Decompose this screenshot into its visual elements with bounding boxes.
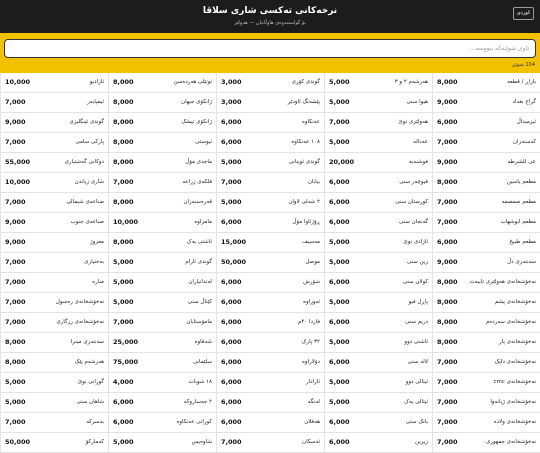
place-name: مناره bbox=[92, 279, 104, 285]
place-name: هیوا سنی bbox=[406, 99, 428, 105]
place-name: باتک سنی bbox=[405, 419, 428, 425]
place-name: قەرەسنەزان bbox=[183, 199, 212, 205]
price-cell[interactable] bbox=[0, 273, 108, 293]
price-column bbox=[108, 73, 216, 446]
place-name: لەندانیاران bbox=[188, 279, 212, 285]
fare-price: 6,000 bbox=[113, 398, 134, 406]
price-column bbox=[324, 73, 432, 446]
price-cell[interactable] bbox=[108, 313, 216, 333]
fare-price: 6,000 bbox=[437, 118, 458, 126]
price-cell[interactable] bbox=[432, 73, 540, 93]
place-name: مامزاوه bbox=[194, 219, 212, 225]
price-cell[interactable] bbox=[216, 353, 324, 373]
place-name: کەستەزان bbox=[512, 139, 536, 145]
price-cell[interactable] bbox=[216, 213, 324, 233]
place-name: عەنکاوە bbox=[301, 119, 320, 125]
price-cell[interactable] bbox=[108, 113, 216, 133]
place-name: گوندی ئینگلیزی bbox=[69, 119, 104, 125]
price-cell[interactable] bbox=[432, 313, 540, 333]
price-cell[interactable] bbox=[216, 413, 324, 433]
place-name: ئیتالی یەک bbox=[404, 399, 428, 405]
fare-price: 7,000 bbox=[5, 298, 26, 306]
price-grid bbox=[0, 73, 540, 446]
fare-price: 9,000 bbox=[5, 118, 26, 126]
place-name: معروژ bbox=[90, 239, 104, 245]
fare-price: 8,000 bbox=[113, 198, 134, 206]
place-name: هەرشەم پێک bbox=[74, 359, 104, 365]
price-cell[interactable] bbox=[0, 93, 108, 113]
fare-price: 5,000 bbox=[329, 98, 350, 106]
fare-price: 5,000 bbox=[329, 78, 350, 86]
place-name: گوندی کۆری bbox=[291, 79, 320, 85]
place-name: موصل bbox=[305, 259, 320, 265]
price-cell[interactable] bbox=[324, 313, 432, 333]
price-cell[interactable] bbox=[0, 393, 108, 413]
price-cell[interactable] bbox=[324, 393, 432, 413]
place-name: ئیتالی دوو bbox=[405, 379, 428, 385]
fare-price: 8,000 bbox=[5, 338, 26, 346]
price-cell[interactable] bbox=[216, 173, 324, 193]
fare-price: 5,000 bbox=[329, 338, 350, 346]
price-cell[interactable] bbox=[324, 153, 432, 173]
price-cell[interactable] bbox=[324, 133, 432, 153]
place-name: کوراتی عەنکاوە bbox=[176, 419, 212, 425]
price-cell[interactable] bbox=[108, 333, 216, 353]
fare-price: 15,000 bbox=[221, 238, 247, 246]
fare-price: 6,000 bbox=[113, 418, 134, 426]
place-name: نەخۆشخانەی جمهوری bbox=[485, 439, 536, 445]
fare-price: 6,000 bbox=[221, 278, 242, 286]
fare-price: 7,000 bbox=[5, 278, 26, 286]
fare-price: 5,000 bbox=[329, 238, 350, 246]
fare-price: 7,000 bbox=[5, 138, 26, 146]
price-cell[interactable] bbox=[432, 213, 540, 233]
price-cell[interactable] bbox=[432, 253, 540, 273]
price-cell[interactable] bbox=[432, 273, 540, 293]
fare-price: 9,000 bbox=[437, 258, 458, 266]
fare-price: 7,000 bbox=[5, 258, 26, 266]
price-column bbox=[216, 73, 324, 446]
place-name: دۆلاراوه bbox=[302, 359, 320, 365]
place-name: ئاشتی یەک bbox=[186, 239, 212, 245]
fare-price: 8,000 bbox=[113, 158, 134, 166]
place-name: ئازادی نوێ bbox=[403, 239, 428, 245]
fare-price: 7,000 bbox=[437, 198, 458, 206]
price-cell[interactable] bbox=[216, 333, 324, 353]
place-name: بەختیاری bbox=[84, 259, 104, 265]
place-name: نەخۆشخانەی ولادە bbox=[493, 419, 536, 425]
fare-price: 9,000 bbox=[5, 238, 26, 246]
place-name: عی للشرطه bbox=[507, 159, 536, 165]
price-cell[interactable] bbox=[108, 133, 216, 153]
fare-price: 7,000 bbox=[437, 418, 458, 426]
fare-price: 8,000 bbox=[437, 178, 458, 186]
price-cell[interactable] bbox=[0, 413, 108, 433]
price-cell[interactable] bbox=[432, 93, 540, 113]
price-cell[interactable] bbox=[0, 173, 108, 193]
price-cell[interactable] bbox=[0, 253, 108, 273]
fare-price: 5,000 bbox=[329, 398, 350, 406]
fare-price: 5,000 bbox=[5, 378, 26, 386]
place-name: مطعم طبیخ bbox=[509, 239, 536, 245]
price-cell[interactable] bbox=[432, 133, 540, 153]
place-name: هەرشەم ۲ و ۳ bbox=[394, 79, 428, 85]
place-name: ئوتێلی هەردەسن bbox=[173, 79, 212, 85]
place-name: فلکەی زراعه bbox=[182, 179, 212, 185]
fare-price: 8,000 bbox=[113, 238, 134, 246]
price-cell[interactable] bbox=[108, 233, 216, 253]
place-name: پێشەنگ ئاودێر bbox=[287, 99, 320, 105]
place-name: لەنگە bbox=[307, 399, 320, 405]
price-cell[interactable] bbox=[108, 433, 216, 453]
place-name: ئازادیو bbox=[89, 79, 104, 85]
price-cell[interactable] bbox=[432, 173, 540, 193]
price-cell[interactable] bbox=[0, 113, 108, 133]
place-name: نەخۆشخانەی cmc bbox=[493, 379, 536, 385]
place-name: ژانکۆی تیشک bbox=[181, 119, 212, 125]
price-cell[interactable] bbox=[108, 273, 216, 293]
place-name: مطعم صمصمە bbox=[501, 199, 536, 205]
price-cell[interactable] bbox=[216, 293, 324, 313]
fare-price: 7,000 bbox=[437, 438, 458, 446]
place-name: لالە سنی bbox=[407, 359, 428, 365]
place-name: زیرین bbox=[415, 439, 428, 445]
page-subtitle: بۆ گواستنەوەی هاوڵاتیان — هەولێر bbox=[234, 20, 306, 26]
price-cell[interactable] bbox=[0, 73, 108, 93]
fare-price: 8,000 bbox=[437, 298, 458, 306]
fare-price: 7,000 bbox=[113, 178, 134, 186]
price-cell[interactable] bbox=[324, 173, 432, 193]
place-name: هەولێری نوێ bbox=[398, 119, 428, 125]
fare-price: 5,000 bbox=[113, 438, 134, 446]
price-cell[interactable] bbox=[324, 253, 432, 273]
price-cell[interactable] bbox=[108, 93, 216, 113]
price-cell[interactable] bbox=[216, 373, 324, 393]
fare-price: 7,000 bbox=[5, 198, 26, 206]
fare-price: 6,000 bbox=[221, 378, 242, 386]
fare-price: 3,000 bbox=[221, 78, 242, 86]
price-cell[interactable] bbox=[108, 193, 216, 213]
place-name: پارکی سامی bbox=[75, 139, 104, 145]
fare-price: 8,000 bbox=[437, 338, 458, 346]
price-cell[interactable] bbox=[324, 113, 432, 133]
place-name: شەقاوه bbox=[194, 339, 212, 345]
place-name: نەخۆشخانەی رزگاری bbox=[56, 319, 104, 325]
place-name: پاڕل فیو bbox=[408, 299, 428, 305]
fare-price: 6,000 bbox=[221, 398, 242, 406]
fare-price: 8,000 bbox=[437, 278, 458, 286]
price-cell[interactable] bbox=[108, 73, 216, 93]
fare-price: 6,000 bbox=[329, 178, 350, 186]
price-cell[interactable] bbox=[432, 333, 540, 353]
fare-price: 6,000 bbox=[221, 118, 242, 126]
fare-price: 6,000 bbox=[221, 418, 242, 426]
price-cell[interactable] bbox=[216, 433, 324, 453]
fare-price: 50,000 bbox=[5, 438, 31, 446]
fare-price: 7,000 bbox=[5, 318, 26, 326]
place-name: ڕۆژئاوا مۆڵ bbox=[292, 219, 320, 225]
place-name: گراج بغداد bbox=[512, 99, 536, 105]
app-header bbox=[0, 0, 540, 33]
price-cell[interactable] bbox=[216, 193, 324, 213]
place-name: هەفلان bbox=[304, 419, 320, 425]
fare-price: 8,000 bbox=[437, 78, 458, 86]
place-name: دوکانی گەشتیاری bbox=[64, 159, 104, 165]
place-name: نەخۆشخانەی سەردەم bbox=[485, 319, 536, 325]
price-cell[interactable] bbox=[108, 393, 216, 413]
fare-price: 9,000 bbox=[5, 218, 26, 226]
place-name: نەخۆشخانەی داپک bbox=[494, 359, 536, 365]
fare-price: 6,000 bbox=[329, 198, 350, 206]
fare-price: 7,000 bbox=[5, 418, 26, 426]
fare-price: 3,000 bbox=[221, 98, 242, 106]
fare-price: 6,000 bbox=[221, 218, 242, 226]
price-cell[interactable] bbox=[216, 133, 324, 153]
fare-price: 55,000 bbox=[5, 158, 31, 166]
fare-price: 5,000 bbox=[329, 138, 350, 146]
place-name: سەنتەری دڵ bbox=[507, 259, 536, 265]
place-name: شاوەیس bbox=[191, 439, 212, 445]
fare-price: 6,000 bbox=[329, 438, 350, 446]
fare-price: 8,000 bbox=[113, 138, 134, 146]
price-cell[interactable] bbox=[216, 233, 324, 253]
page-title: نرخەکانی تەکسی شاری سلاڤا bbox=[202, 6, 338, 16]
price-cell[interactable] bbox=[0, 333, 108, 353]
price-cell[interactable] bbox=[324, 73, 432, 93]
price-cell[interactable] bbox=[324, 333, 432, 353]
price-cell[interactable] bbox=[0, 233, 108, 253]
place-name: ۱۸ شوبات bbox=[188, 379, 212, 385]
place-name: نەخۆشخانەی هەولێری تایبەت bbox=[469, 279, 536, 285]
place-name: بیابان bbox=[307, 179, 320, 185]
price-cell[interactable] bbox=[324, 353, 432, 373]
fare-price: 10,000 bbox=[113, 218, 139, 226]
price-cell[interactable] bbox=[432, 433, 540, 453]
fare-price: 7,000 bbox=[113, 318, 134, 326]
fare-price: 50,000 bbox=[221, 258, 247, 266]
price-cell[interactable] bbox=[432, 193, 540, 213]
fare-price: 9,000 bbox=[437, 98, 458, 106]
price-cell[interactable] bbox=[432, 373, 540, 393]
price-cell[interactable] bbox=[432, 413, 540, 433]
search-input[interactable] bbox=[4, 39, 536, 58]
place-name: بازاڕ / قطعه bbox=[507, 79, 536, 85]
fare-price: 6,000 bbox=[329, 418, 350, 426]
fare-price: 8,000 bbox=[113, 98, 134, 106]
price-cell[interactable] bbox=[324, 213, 432, 233]
place-name: ماجدی مۆڵ bbox=[185, 159, 212, 165]
price-column bbox=[0, 73, 108, 446]
fare-price: 25,000 bbox=[113, 338, 139, 346]
price-cell[interactable] bbox=[216, 113, 324, 133]
price-cell[interactable] bbox=[324, 193, 432, 213]
fare-price: 5,000 bbox=[221, 158, 242, 166]
place-name: نەخۆشخانەی پار bbox=[499, 339, 536, 345]
place-name: شاری زیاندن bbox=[74, 179, 104, 185]
price-cell[interactable] bbox=[432, 153, 540, 173]
place-name: ۲ جەساروکە bbox=[183, 399, 212, 405]
fare-price: 7,000 bbox=[221, 438, 242, 446]
fare-price: 5,000 bbox=[221, 198, 242, 206]
fare-price: 7,000 bbox=[5, 98, 26, 106]
fare-price: 4,000 bbox=[113, 378, 134, 386]
place-name: ۱۰۸ عەنکاوە bbox=[291, 139, 320, 145]
place-name: صناعەی جنوب bbox=[70, 219, 104, 225]
price-cell[interactable] bbox=[324, 373, 432, 393]
place-name: کێتاڵ سنی bbox=[187, 299, 212, 305]
place-name: کەمارکۆ bbox=[85, 439, 104, 445]
price-cell[interactable] bbox=[216, 313, 324, 333]
price-cell[interactable] bbox=[0, 133, 108, 153]
fare-price: 5,000 bbox=[113, 278, 134, 286]
fare-price: 6,000 bbox=[329, 358, 350, 366]
place-name: فاردا ۴۰م bbox=[297, 319, 320, 325]
fare-price: 6,000 bbox=[221, 358, 242, 366]
price-cell[interactable] bbox=[216, 93, 324, 113]
price-cell[interactable] bbox=[432, 233, 540, 253]
price-cell[interactable] bbox=[108, 153, 216, 173]
price-cell[interactable] bbox=[324, 93, 432, 113]
fare-price: 20,000 bbox=[329, 158, 355, 166]
fare-price: 6,000 bbox=[221, 338, 242, 346]
price-cell[interactable] bbox=[324, 433, 432, 453]
fare-price: 8,000 bbox=[437, 318, 458, 326]
price-cell[interactable] bbox=[432, 353, 540, 373]
place-name: فوشنەیە bbox=[408, 159, 428, 165]
price-cell[interactable] bbox=[108, 353, 216, 373]
fare-price: 6,000 bbox=[437, 238, 458, 246]
place-name: ۲ شەلی لاوان bbox=[288, 199, 320, 205]
fare-price: 5,000 bbox=[329, 298, 350, 306]
place-name: نەخۆشخانەی ژیانەوا bbox=[490, 399, 536, 405]
price-cell[interactable] bbox=[0, 153, 108, 173]
fare-price: 7,000 bbox=[437, 218, 458, 226]
place-name: زین سنی bbox=[407, 259, 428, 265]
place-name: مەسیف bbox=[302, 239, 320, 245]
price-column bbox=[432, 73, 540, 446]
place-name: نەخۆشخانەی رەسول bbox=[55, 299, 104, 305]
fare-price: 7,000 bbox=[437, 398, 458, 406]
language-button[interactable]: کوردی bbox=[513, 7, 534, 20]
fare-price: 6,000 bbox=[221, 138, 242, 146]
fare-price: 5,000 bbox=[5, 398, 26, 406]
price-cell[interactable] bbox=[0, 433, 108, 453]
fare-price: 8,000 bbox=[113, 118, 134, 126]
place-name: ئاشتی دوو bbox=[404, 339, 428, 345]
price-cell[interactable] bbox=[216, 153, 324, 173]
price-cell[interactable] bbox=[0, 313, 108, 333]
price-cell[interactable] bbox=[0, 293, 108, 313]
price-cell[interactable] bbox=[324, 233, 432, 253]
place-name: شۆرش bbox=[303, 279, 320, 285]
fare-price: 6,000 bbox=[329, 278, 350, 286]
price-cell[interactable] bbox=[432, 113, 540, 133]
fare-price: 6,000 bbox=[221, 298, 242, 306]
place-name: گوندی ئوینانی bbox=[288, 159, 320, 165]
place-name: شاهان سنی bbox=[76, 399, 104, 405]
place-name: فیوچەر سنی bbox=[399, 179, 428, 185]
place-name: کولان سنی bbox=[402, 279, 428, 285]
fare-price: 6,000 bbox=[221, 318, 242, 326]
place-name: گەنجان سنی bbox=[399, 219, 428, 225]
fare-price: 8,000 bbox=[113, 78, 134, 86]
fare-price: 10,000 bbox=[5, 78, 31, 86]
price-cell[interactable] bbox=[108, 373, 216, 393]
fare-price: 6,000 bbox=[329, 318, 350, 326]
price-cell[interactable] bbox=[216, 253, 324, 273]
price-cell[interactable] bbox=[432, 293, 540, 313]
fare-price: 6,000 bbox=[329, 218, 350, 226]
place-name: مامۆستایان bbox=[186, 319, 212, 325]
fare-price: 5,000 bbox=[113, 298, 134, 306]
price-cell[interactable] bbox=[324, 273, 432, 293]
place-name: ژانکۆی جیهان bbox=[181, 99, 212, 105]
place-name: عەداله bbox=[413, 139, 428, 145]
price-cell[interactable] bbox=[0, 213, 108, 233]
price-cell[interactable] bbox=[432, 393, 540, 413]
fare-price: 10,000 bbox=[5, 178, 31, 186]
place-name: ئەوراوه bbox=[303, 299, 320, 305]
place-name: مطعم یاسین bbox=[506, 179, 536, 185]
price-cell[interactable] bbox=[324, 293, 432, 313]
place-name: مطعم ابوشهاب bbox=[500, 219, 536, 225]
price-cell[interactable] bbox=[216, 393, 324, 413]
price-cell[interactable] bbox=[0, 193, 108, 213]
place-name: گوندی ئارام bbox=[185, 259, 212, 265]
price-cell[interactable] bbox=[0, 373, 108, 393]
place-name: سلێمانی bbox=[192, 359, 212, 365]
price-cell[interactable] bbox=[108, 213, 216, 233]
price-cell[interactable] bbox=[216, 73, 324, 93]
place-name: ئازادار bbox=[305, 379, 320, 385]
price-cell[interactable] bbox=[0, 353, 108, 373]
price-cell[interactable] bbox=[108, 293, 216, 313]
price-cell[interactable] bbox=[108, 413, 216, 433]
price-cell[interactable] bbox=[324, 413, 432, 433]
place-name: نەخۆشخانەی پشم bbox=[494, 299, 536, 305]
place-name: دریم سنی bbox=[405, 319, 428, 325]
fare-price: 5,000 bbox=[329, 258, 350, 266]
search-bar bbox=[0, 33, 540, 73]
place-name: سەنتەری مینرا bbox=[70, 339, 104, 345]
place-name: صناعەی شیمالی bbox=[66, 199, 104, 205]
fare-price: 5,000 bbox=[113, 258, 134, 266]
place-name: بەسرکە bbox=[86, 419, 104, 425]
fare-price: 9,000 bbox=[437, 158, 458, 166]
fare-price: 7,000 bbox=[437, 378, 458, 386]
fare-price: 5,000 bbox=[329, 378, 350, 386]
fare-price: 7,000 bbox=[329, 118, 350, 126]
fare-price: 7,000 bbox=[221, 178, 242, 186]
price-cell[interactable] bbox=[216, 273, 324, 293]
place-name: گورانی نوێ bbox=[77, 379, 104, 385]
place-name: ئەسکان bbox=[302, 439, 320, 445]
price-cell[interactable] bbox=[108, 253, 216, 273]
place-name: ئیوستی bbox=[195, 139, 212, 145]
price-cell[interactable] bbox=[108, 173, 216, 193]
fare-price: 7,000 bbox=[437, 138, 458, 146]
fare-price: 7,000 bbox=[437, 358, 458, 366]
place-name: ئیمپایەر bbox=[87, 99, 104, 105]
result-count: 104 شوێن bbox=[511, 62, 535, 68]
place-name: ۳۲ پارک bbox=[301, 339, 320, 345]
place-name: کورستان سنی bbox=[395, 199, 428, 205]
fare-price: 8,000 bbox=[5, 358, 26, 366]
place-name: ئیزمیداڵ bbox=[516, 119, 536, 125]
fare-price: 75,000 bbox=[113, 358, 139, 366]
